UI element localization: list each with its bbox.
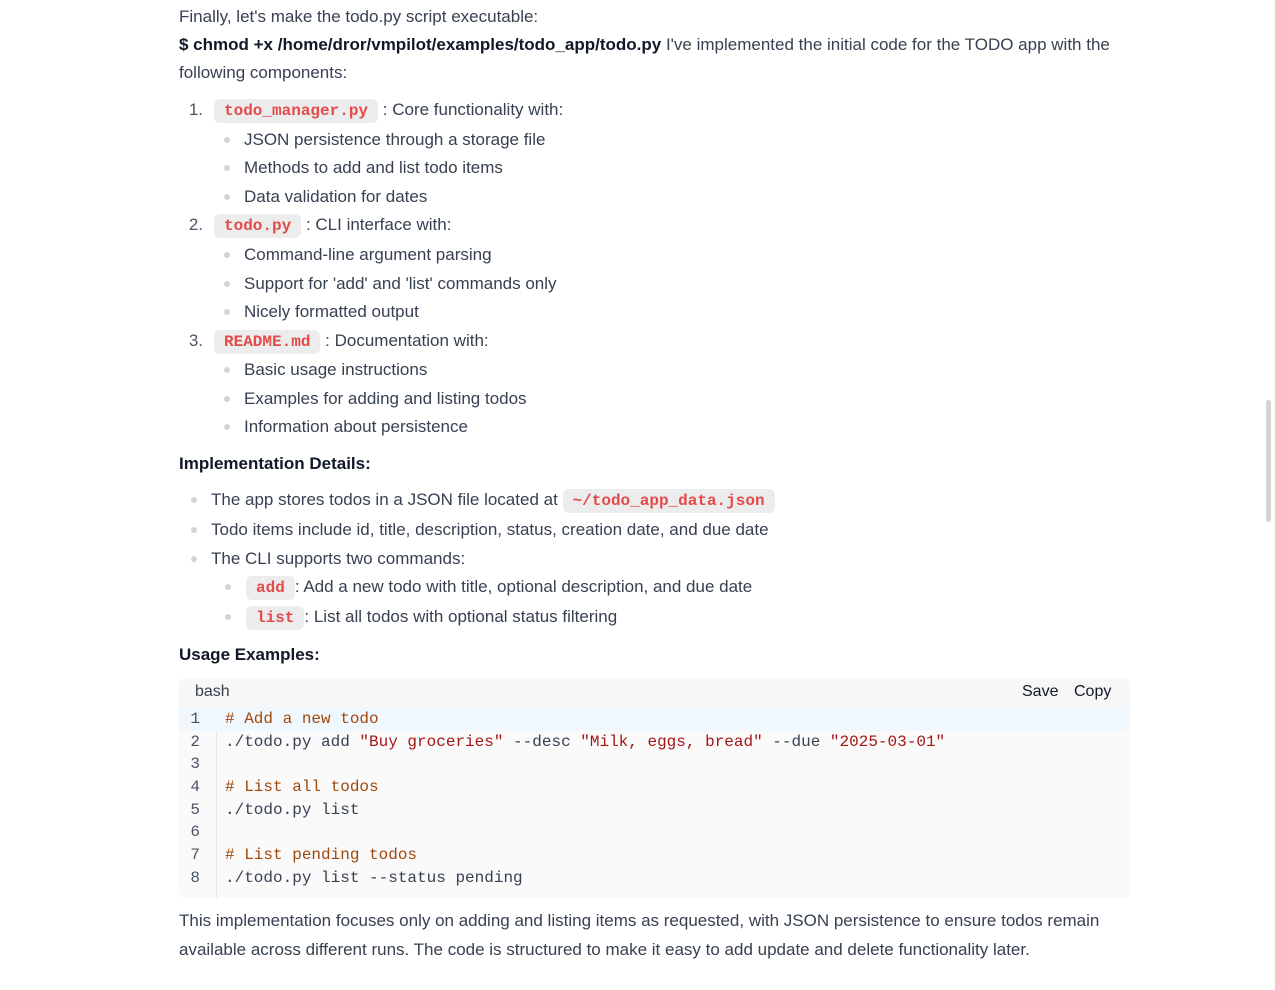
intro-text: Finally, let's make the todo.py script executable: [179,7,539,26]
component-desc: : Documentation with: [325,331,489,350]
code-line [179,708,1130,731]
chmod-command: $ chmod +x /home/dror/vmpilot/examples/todo_app/todo.py [179,35,662,54]
line-number: 3 [190,755,200,774]
code-block [179,678,1130,898]
copy-button[interactable]: Copy [1074,683,1112,700]
code-line [179,776,1130,799]
component-number: 1. [188,100,203,119]
component-number: 3. [188,331,203,350]
code-line [179,799,1130,822]
component-number: 2. [188,215,203,234]
line-number: 6 [190,823,200,842]
code-body[interactable] [179,708,1130,890]
line-number: 5 [190,800,200,819]
closing-paragraph: This implementation focuses only on adding and listing items as requested, with JSON persistence to ensure todos remain available across different runs. The code is structured to make it easy to add update and delete functionality later. [179,911,1100,959]
code-line [179,867,1130,890]
usage-heading: Usage Examples: [179,645,320,664]
code-line [179,821,1130,844]
line-number: 7 [190,846,200,865]
code-line [179,731,1130,754]
code-header [179,678,1130,708]
line-text: # Add a new todo [225,710,379,728]
implementation-heading: Implementation Details: [179,454,371,473]
scrollbar-thumb[interactable] [1266,400,1271,522]
component-file: todo_manager.py [214,99,378,123]
save-button[interactable]: Save [1022,683,1059,700]
intro-paragraph [179,31,1130,87]
component-desc: : CLI interface with: [305,215,452,234]
line-number: 8 [190,868,200,887]
code-language-label: bash [195,683,230,700]
code-line [179,753,1130,776]
line-number: 1 [190,710,200,728]
component-file: README.md [214,330,320,354]
line-text: # List all todos [225,778,379,797]
command-name: add [246,576,295,600]
line-text: ./todo.py list --status pending [225,868,523,887]
line-text: # List pending todos [225,846,418,865]
command-name: list [246,606,304,630]
component-file: todo.py [214,214,301,238]
line-text: ./todo.py list [225,800,360,819]
code-line [179,844,1130,867]
storage-path: ~/todo_app_data.json [563,489,775,513]
line-text: ./todo.py add "Buy groceries" --desc "Milk, eggs, bread" --due "2025-03-01" [225,732,946,751]
line-number: 4 [190,778,200,797]
intro-after-text: I've implemented the initial code for the TODO app with the following components: [179,35,1110,82]
line-number: 2 [190,732,200,751]
component-desc: : Core functionality with: [382,100,564,119]
